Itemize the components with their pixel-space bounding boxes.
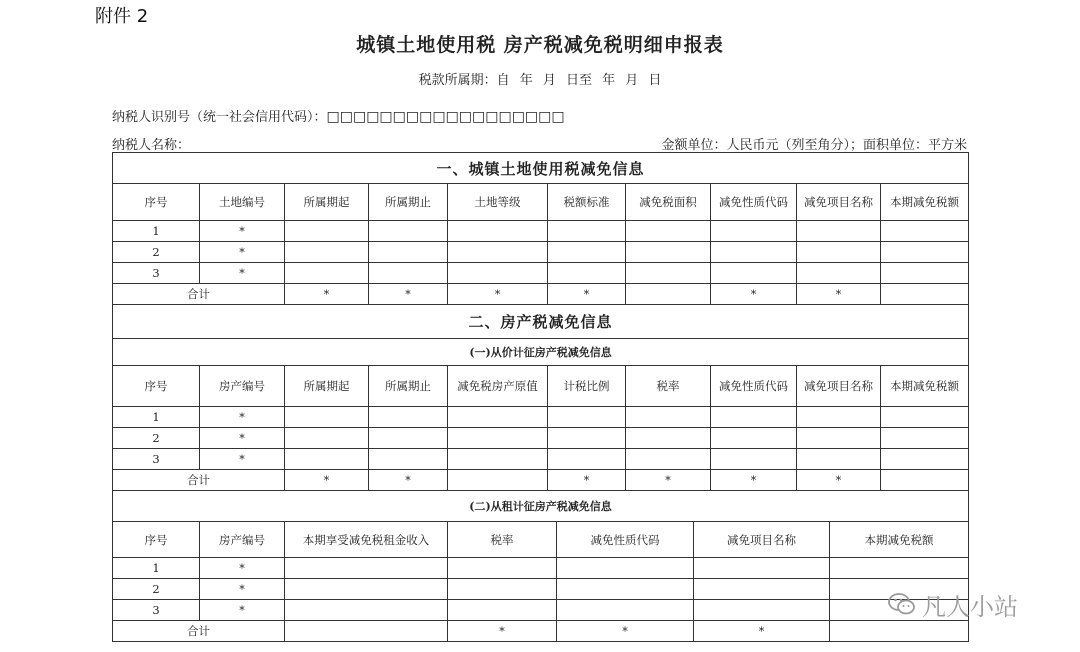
input-cell[interactable]: [881, 449, 969, 470]
total-cell: *: [711, 284, 797, 305]
total-label: 合计: [113, 470, 285, 491]
table-row: [113, 600, 969, 621]
input-cell[interactable]: [448, 449, 548, 470]
total-input-cell[interactable]: [448, 470, 548, 491]
tax-period: 税款所属期：自 年 月 日至 年 月 日: [418, 73, 662, 88]
taxpayer-id-label: 纳税人识别号（统一社会信用代码）：: [112, 110, 327, 125]
input-cell[interactable]: [711, 242, 797, 263]
input-cell[interactable]: [797, 428, 881, 449]
input-cell[interactable]: [448, 579, 557, 600]
col-header: 所属期止: [369, 184, 448, 221]
total-cell: *: [448, 621, 557, 642]
total-label: 合计: [113, 621, 285, 642]
table-row: [113, 579, 969, 600]
input-cell[interactable]: [369, 428, 448, 449]
property-id-cell: *: [200, 449, 285, 470]
unit-label: 金额单位：人民币元（列至角分）；面积单位：平方米: [661, 138, 967, 153]
col-header: 税率: [448, 522, 557, 558]
input-cell[interactable]: [285, 263, 369, 284]
total-cell: *: [448, 284, 548, 305]
col-header: 减免项目名称: [797, 366, 881, 407]
input-cell[interactable]: [548, 449, 626, 470]
total-cell: *: [285, 284, 369, 305]
input-cell[interactable]: [797, 221, 881, 242]
input-cell[interactable]: [285, 428, 369, 449]
form-wrapper: [112, 152, 968, 642]
total-cell: *: [711, 470, 797, 491]
col-header: 本期减免税额: [881, 184, 969, 221]
property-id-cell: *: [200, 428, 285, 449]
row-number: 2: [113, 242, 200, 263]
row-number: 3: [113, 263, 200, 284]
taxpayer-name-label: 纳税人名称：: [112, 138, 191, 153]
input-cell[interactable]: [797, 449, 881, 470]
sub2-header-row: [113, 522, 969, 558]
property-id-cell: *: [200, 579, 285, 600]
input-cell[interactable]: [626, 263, 711, 284]
input-cell[interactable]: [797, 263, 881, 284]
input-cell[interactable]: [557, 579, 694, 600]
input-cell[interactable]: [448, 242, 548, 263]
table-row: [113, 263, 969, 284]
total-cell: *: [369, 470, 448, 491]
col-header: 减免税面积: [626, 184, 711, 221]
total-cell: *: [694, 621, 830, 642]
input-cell[interactable]: [448, 558, 557, 579]
input-cell[interactable]: [881, 428, 969, 449]
section2-sub2-title: (二)从租计征房产税减免信息: [113, 491, 969, 522]
col-header: 所属期止: [369, 366, 448, 407]
col-header: 减免税房产原值: [448, 366, 548, 407]
input-cell[interactable]: [711, 449, 797, 470]
total-cell: *: [626, 470, 711, 491]
total-cell: *: [557, 621, 694, 642]
form-title: 城镇土地使用税 房产税减免税明细申报表: [356, 34, 724, 56]
total-label: 合计: [113, 284, 285, 305]
input-cell[interactable]: [285, 558, 448, 579]
input-cell[interactable]: [548, 221, 626, 242]
total-input-cell[interactable]: [881, 470, 969, 491]
total-row: [113, 470, 969, 491]
table-row: [113, 449, 969, 470]
sub1-header-row: [113, 366, 969, 407]
table-row: [113, 407, 969, 428]
input-cell[interactable]: [448, 407, 548, 428]
col-header: 序号: [113, 184, 200, 221]
row-number: 1: [113, 558, 200, 579]
input-cell[interactable]: [285, 242, 369, 263]
input-cell[interactable]: [694, 579, 830, 600]
land-id-cell: *: [200, 221, 285, 242]
section1-title: 一、城镇土地使用税减免信息: [113, 153, 969, 184]
input-cell[interactable]: [369, 242, 448, 263]
property-id-cell: *: [200, 600, 285, 621]
input-cell[interactable]: [626, 407, 711, 428]
col-header: 减免性质代码: [711, 366, 797, 407]
input-cell[interactable]: [285, 449, 369, 470]
input-cell[interactable]: [369, 263, 448, 284]
row-number: 2: [113, 428, 200, 449]
input-cell[interactable]: [548, 428, 626, 449]
input-cell[interactable]: [285, 407, 369, 428]
total-input-cell[interactable]: [830, 621, 969, 642]
section2-title: 二、房产税减免信息: [113, 305, 969, 339]
input-cell[interactable]: [548, 263, 626, 284]
col-header: 本期享受减免税租金收入: [285, 522, 448, 558]
table-row: [113, 558, 969, 579]
total-input-cell[interactable]: [626, 284, 711, 305]
input-cell[interactable]: [626, 428, 711, 449]
input-cell[interactable]: [548, 407, 626, 428]
col-header: 本期减免税额: [881, 366, 969, 407]
row-number: 3: [113, 600, 200, 621]
total-row: [113, 284, 969, 305]
row-number: 1: [113, 407, 200, 428]
input-cell[interactable]: [626, 221, 711, 242]
col-header: 减免项目名称: [694, 522, 830, 558]
col-header: 减免项目名称: [797, 184, 881, 221]
wechat-icon: [888, 593, 916, 621]
land-id-cell: *: [200, 263, 285, 284]
input-cell[interactable]: [830, 558, 969, 579]
input-cell[interactable]: [797, 242, 881, 263]
input-cell[interactable]: [881, 263, 969, 284]
col-header: 所属期起: [285, 184, 369, 221]
col-header: 所属期起: [285, 366, 369, 407]
total-cell: *: [548, 284, 626, 305]
col-header: 序号: [113, 522, 200, 558]
col-header: 减免性质代码: [711, 184, 797, 221]
input-cell[interactable]: [548, 242, 626, 263]
input-cell[interactable]: [694, 558, 830, 579]
col-header: 房产编号: [200, 366, 285, 407]
watermark: [888, 587, 1018, 622]
input-cell[interactable]: [881, 407, 969, 428]
input-cell[interactable]: [448, 263, 548, 284]
input-cell[interactable]: [448, 221, 548, 242]
col-header: 土地编号: [200, 184, 285, 221]
property-id-cell: *: [200, 558, 285, 579]
input-cell[interactable]: [881, 242, 969, 263]
input-cell[interactable]: [285, 221, 369, 242]
col-header: 税额标准: [548, 184, 626, 221]
input-cell[interactable]: [369, 449, 448, 470]
input-cell[interactable]: [448, 428, 548, 449]
col-header: 序号: [113, 366, 200, 407]
input-cell[interactable]: [711, 263, 797, 284]
table-row: [113, 242, 969, 263]
section2-sub1-title: (一)从价计征房产税减免信息: [113, 339, 969, 366]
col-header: 税率: [626, 366, 711, 407]
total-row: [113, 621, 969, 642]
table-row: [113, 221, 969, 242]
total-input-cell[interactable]: [881, 284, 969, 305]
input-cell[interactable]: [557, 600, 694, 621]
input-cell[interactable]: [711, 428, 797, 449]
land-and-value-table: [112, 152, 969, 491]
col-header: 土地等级: [448, 184, 548, 221]
col-header: 本期减免税额: [830, 522, 969, 558]
total-cell: *: [369, 284, 448, 305]
total-cell: *: [285, 470, 369, 491]
property-id-cell: *: [200, 407, 285, 428]
input-cell[interactable]: [285, 600, 448, 621]
input-cell[interactable]: [711, 407, 797, 428]
input-cell[interactable]: [626, 449, 711, 470]
total-cell: *: [797, 284, 881, 305]
taxpayer-id-boxes[interactable]: □□□□□□□□□□□□□□□□□□: [326, 109, 565, 125]
land-id-cell: *: [200, 242, 285, 263]
total-cell: *: [548, 470, 626, 491]
input-cell[interactable]: [369, 221, 448, 242]
col-header: 计税比例: [548, 366, 626, 407]
input-cell[interactable]: [881, 221, 969, 242]
input-cell[interactable]: [285, 579, 448, 600]
col-header: 房产编号: [200, 522, 285, 558]
input-cell[interactable]: [626, 242, 711, 263]
input-cell[interactable]: [694, 600, 830, 621]
row-number: 1: [113, 221, 200, 242]
row-number: 3: [113, 449, 200, 470]
input-cell[interactable]: [557, 558, 694, 579]
attachment-label: 附件 2: [95, 6, 149, 27]
section1-header-row: [113, 184, 969, 221]
table-row: [113, 428, 969, 449]
input-cell[interactable]: [797, 407, 881, 428]
taxpayer-id-line: [112, 106, 565, 125]
input-cell[interactable]: [369, 407, 448, 428]
rent-based-table: [112, 490, 969, 642]
total-input-cell[interactable]: [285, 621, 448, 642]
row-number: 2: [113, 579, 200, 600]
total-cell: *: [797, 470, 881, 491]
input-cell[interactable]: [711, 221, 797, 242]
col-header: 减免性质代码: [557, 522, 694, 558]
input-cell[interactable]: [448, 600, 557, 621]
watermark-text: 凡人小站: [922, 593, 1018, 621]
